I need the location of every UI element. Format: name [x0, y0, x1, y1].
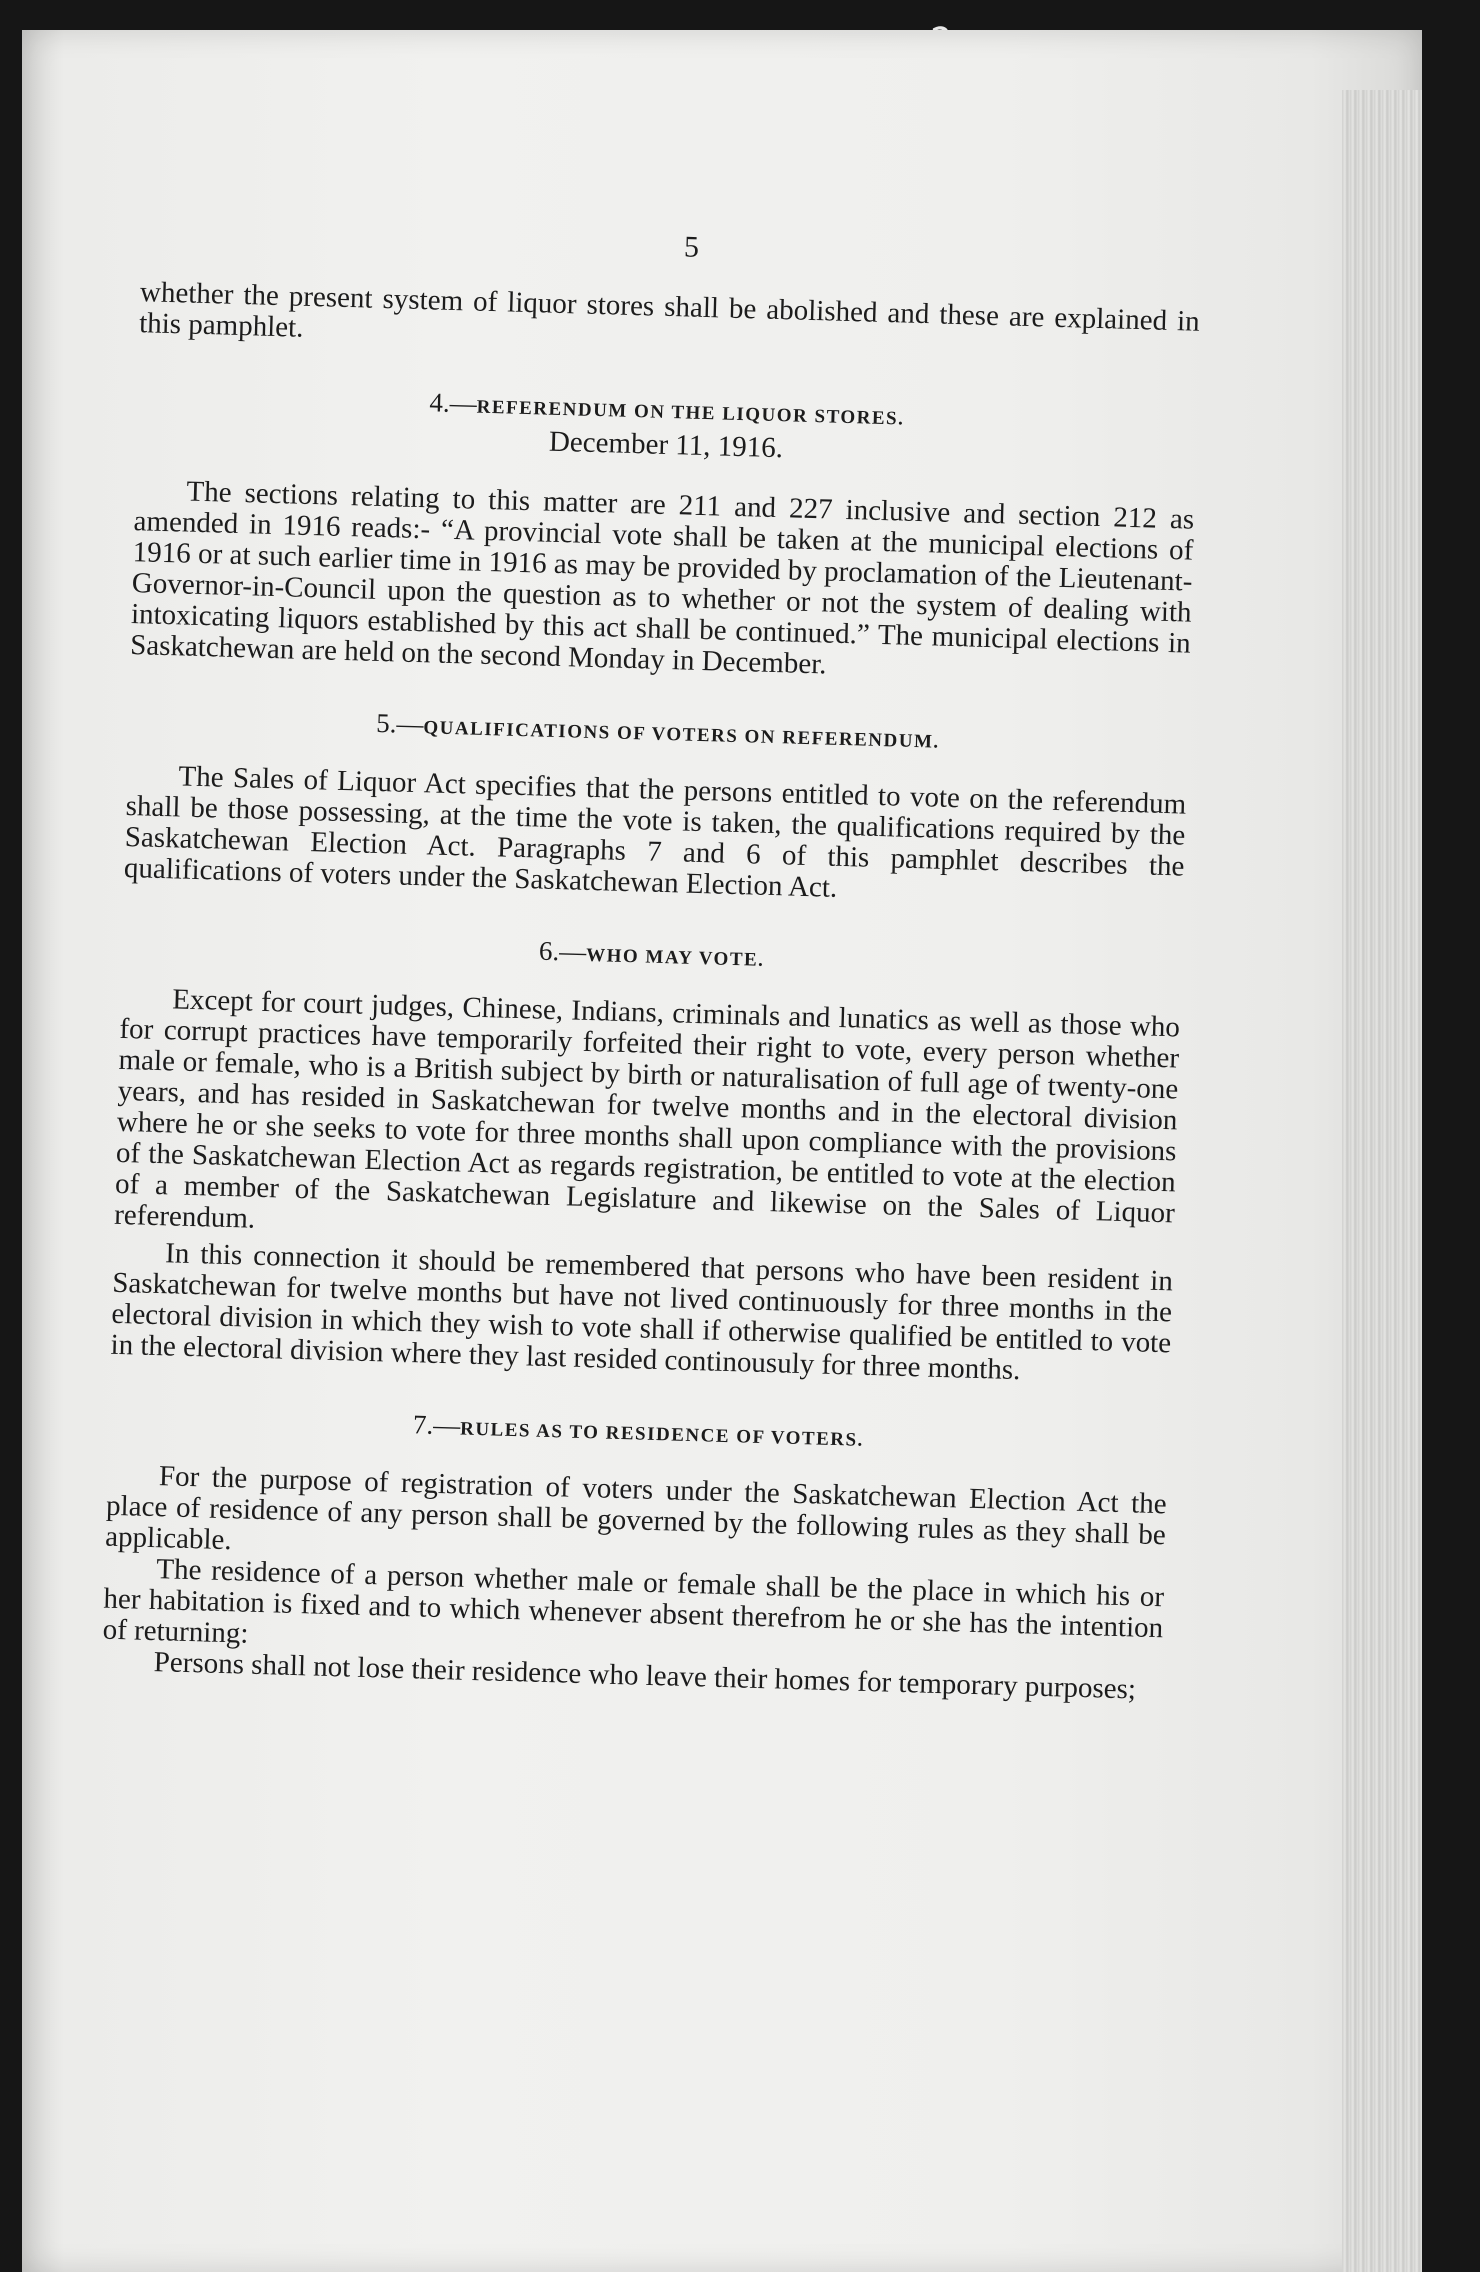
section-5-number: 5.—	[375, 707, 424, 740]
section-5-paragraph: The Sales of Liquor Act specifies that the persons entitled to vote on the referendum shall be those possessing, at the time the vote is taken, the qualifications required by the Saskatchewan Election Act. Paragraphs 7 and 6 of this pamphlet describes the qualifications of voters under the Saskatchewan Election Act.	[123, 760, 1187, 904]
section-6-paragraph-2: In this connection it should be remembered that persons who have been resident in Saskatchewan for twelve months but have not lived continuously for three months in the electoral division in which they wish to vote shall if otherwise qualified be entitled to vote in the electoral division where they last resided continousuly for three months.	[110, 1237, 1174, 1387]
section-7-paragraph-1: For the purpose of registration of voters under the Saskatchewan Election Act the place of residence of any person shall be governed by the following rules as they shall be applicable.	[104, 1460, 1168, 1557]
section-7-heading	[108, 1401, 1168, 1462]
page-edges	[1342, 90, 1422, 2272]
section-7-title: RULES AS TO RESIDENCE OF VOTERS.	[459, 1418, 865, 1451]
section-6-number: 6.—	[538, 935, 587, 967]
page-number: 5	[683, 230, 700, 264]
section-6-title: WHO MAY VOTE.	[585, 944, 765, 971]
section-5-title: QUALIFICATIONS OF VOTERS ON REFERENDUM.	[423, 717, 940, 753]
section-7-paragraph-3: Persons shall not lose their residence who leave their homes for temporary purposes;	[153, 1646, 1137, 1706]
section-4-number: 4.—	[429, 387, 478, 419]
section-6-heading	[122, 924, 1182, 985]
section-5-heading	[128, 701, 1188, 762]
document-page	[22, 30, 1422, 2272]
page-text	[101, 215, 1201, 1706]
section-7-paragraph-2: The residence of a person whether male or female shall be the place in which his or her habitation is fixed and to which whenever absent therefrom he or she has the intention of returning:	[102, 1553, 1165, 1650]
section-7-number: 7.—	[412, 1409, 461, 1441]
section-4-title: REFERENDUM ON THE LIQUOR STORES.	[476, 396, 905, 430]
intro-paragraph: whether the present system of liquor stores shall be abolished and these are explained in this pamphlet.	[138, 276, 1201, 344]
section-4-paragraph: The sections relating to this matter are 211 and 227 inclusive and section 212 as amended in 1916 reads:- “A provincial vote shall be taken at the municipal elections of 1916 or at such earlier time in 1916 as may be provided by proclamation of the Lieutenant-Governor-in-Council upon the question as to whether or not the system of dealing with intoxicating liquors established by this act shall be continued.” The municipal elections in Saskatchewan are held on the second Monday in December.	[129, 475, 1195, 681]
section-4-date: December 11, 1916.	[548, 425, 784, 465]
section-6-paragraph-1: Except for court judges, Chinese, Indians, criminals and lunatics as well as those who for corrupt practices have temporarily forfeited their right to vote, every person whether male or female, who is a British subject by birth or naturalisation of full age of twenty-one years, and has resided in Saskatchewan for twelve months and in the electoral division where he or she seeks to vote for three months shall upon compliance with the provisions of the Saskatchewan Election Act as regards registration, be entitled to vote at the election of a member of the Saskatchewan Legislature and likewise on the Sales of Liquor referendum.	[113, 983, 1181, 1235]
